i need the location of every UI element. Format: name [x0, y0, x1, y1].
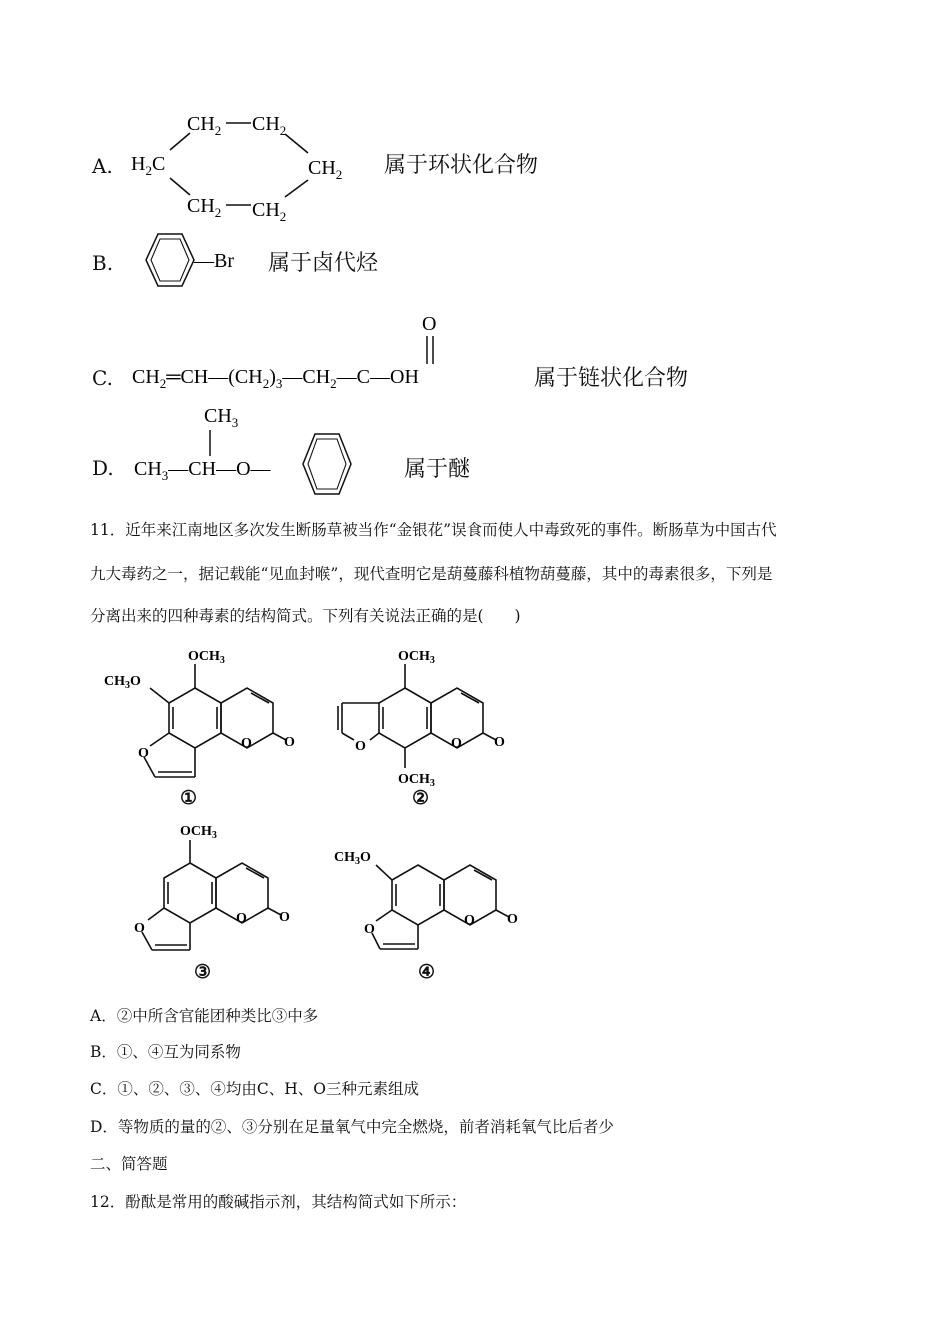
h2c-left: $H_2C$ — [131, 153, 166, 178]
structure-number-2: ② — [412, 787, 430, 809]
pentenoic-acid-formula — [128, 308, 528, 393]
svg-text:CH3O: $CH_3O$ — [104, 674, 141, 691]
phenyl-ether-formula — [130, 400, 380, 500]
svg-text:OCH3: $OCH_3$ — [398, 649, 435, 666]
svg-text:OCH3: $OCH_3$ — [180, 824, 217, 841]
q11-option-d: D．等物质的量的②、③分别在足量氧气中完全燃烧，前者消耗氧气比后者少 — [90, 1118, 614, 1136]
svg-text:O: O — [464, 913, 475, 928]
svg-text:O: O — [507, 912, 518, 927]
br-substituent: —Br — [194, 250, 234, 272]
q11-option-b: B．①、④互为同系物 — [90, 1043, 241, 1061]
ring-bonds — [170, 123, 308, 205]
toxin-structure-2 — [330, 640, 530, 790]
ch3-top: $CH_3$ — [204, 405, 239, 430]
structure-number-1: ① — [180, 787, 198, 809]
svg-text:O: O — [236, 911, 247, 926]
ch2-bottom-left: $CH_2$ — [187, 195, 222, 220]
option-a-description: 属于环状化合物 — [384, 153, 539, 178]
benzene-ring — [303, 434, 351, 494]
option-b-letter: B. — [92, 251, 114, 275]
svg-text:O: O — [241, 736, 252, 751]
svg-text:O: O — [284, 735, 295, 750]
svg-text:CH2═CH—(CH2)3—CH2—C—OH: $CH_2═CH—(CH_2)_3—CH_2—C—OH$ — [132, 366, 419, 391]
q11-line-2: 九大毒药之一，据记载能“见血封喉”，现代查明它是葫蔓藤科植物葫蔓藤，其中的毒素很多，下列是 — [90, 565, 773, 583]
ch2-bottom-right: $CH_2$ — [252, 199, 287, 224]
option-c-letter: C. — [92, 366, 113, 390]
svg-text:O: O — [279, 910, 290, 925]
option-a-letter: A. — [92, 154, 113, 178]
ch2-top-left: $CH_2$ — [187, 113, 222, 138]
svg-text:O: O — [134, 921, 145, 936]
toxin-structure-3 — [120, 818, 320, 958]
bromobenzene-formula — [125, 232, 245, 290]
carbonyl-o: O — [422, 313, 437, 335]
q12-text: 12．酚酞是常用的酸碱指示剂，其结构简式如下所示： — [90, 1193, 467, 1211]
option-d-description: 属于醚 — [404, 457, 471, 482]
svg-text:CH3O: $CH_3O$ — [334, 850, 371, 867]
q11-line-1: 11．近年来江南地区多次发生断肠草被当作“金银花”误食而使人中毒致死的事件。断肠草为中国古代 — [90, 521, 777, 539]
option-b-description: 属于卤代烃 — [268, 251, 379, 276]
benzene-ring — [146, 234, 194, 286]
toxin-structure-1 — [100, 640, 320, 815]
ch2-top-right: $CH_2$ — [252, 113, 287, 138]
structure-number-3: ③ — [194, 961, 212, 983]
svg-text:O: O — [355, 739, 366, 754]
section-heading: 二、简答题 — [90, 1155, 168, 1173]
svg-text:OCH3: $OCH_3$ — [188, 649, 225, 666]
svg-text:O: O — [494, 735, 505, 750]
svg-text:OCH3: $OCH_3$ — [398, 772, 435, 789]
option-c-description: 属于链状化合物 — [534, 366, 689, 391]
svg-text:O: O — [138, 746, 149, 761]
option-d-letter: D. — [92, 456, 114, 480]
structure-number-4: ④ — [418, 961, 436, 983]
toxin-structure-4 — [330, 835, 530, 960]
ch2-right: $CH_2$ — [308, 157, 343, 182]
cyclohexane-formula — [125, 108, 365, 228]
q11-option-c: C．①、②、③、④均由C、H、O三种元素组成 — [90, 1080, 419, 1098]
svg-text:CH3—CH—O—: $CH_3—CH—O—$ — [134, 458, 271, 483]
q11-line-3: 分离出来的四种毒素的结构简式。下列有关说法正确的是( ) — [90, 607, 521, 625]
q11-option-a: A．②中所含官能团种类比③中多 — [90, 1007, 319, 1025]
svg-text:O: O — [364, 922, 375, 937]
svg-text:O: O — [451, 736, 462, 751]
